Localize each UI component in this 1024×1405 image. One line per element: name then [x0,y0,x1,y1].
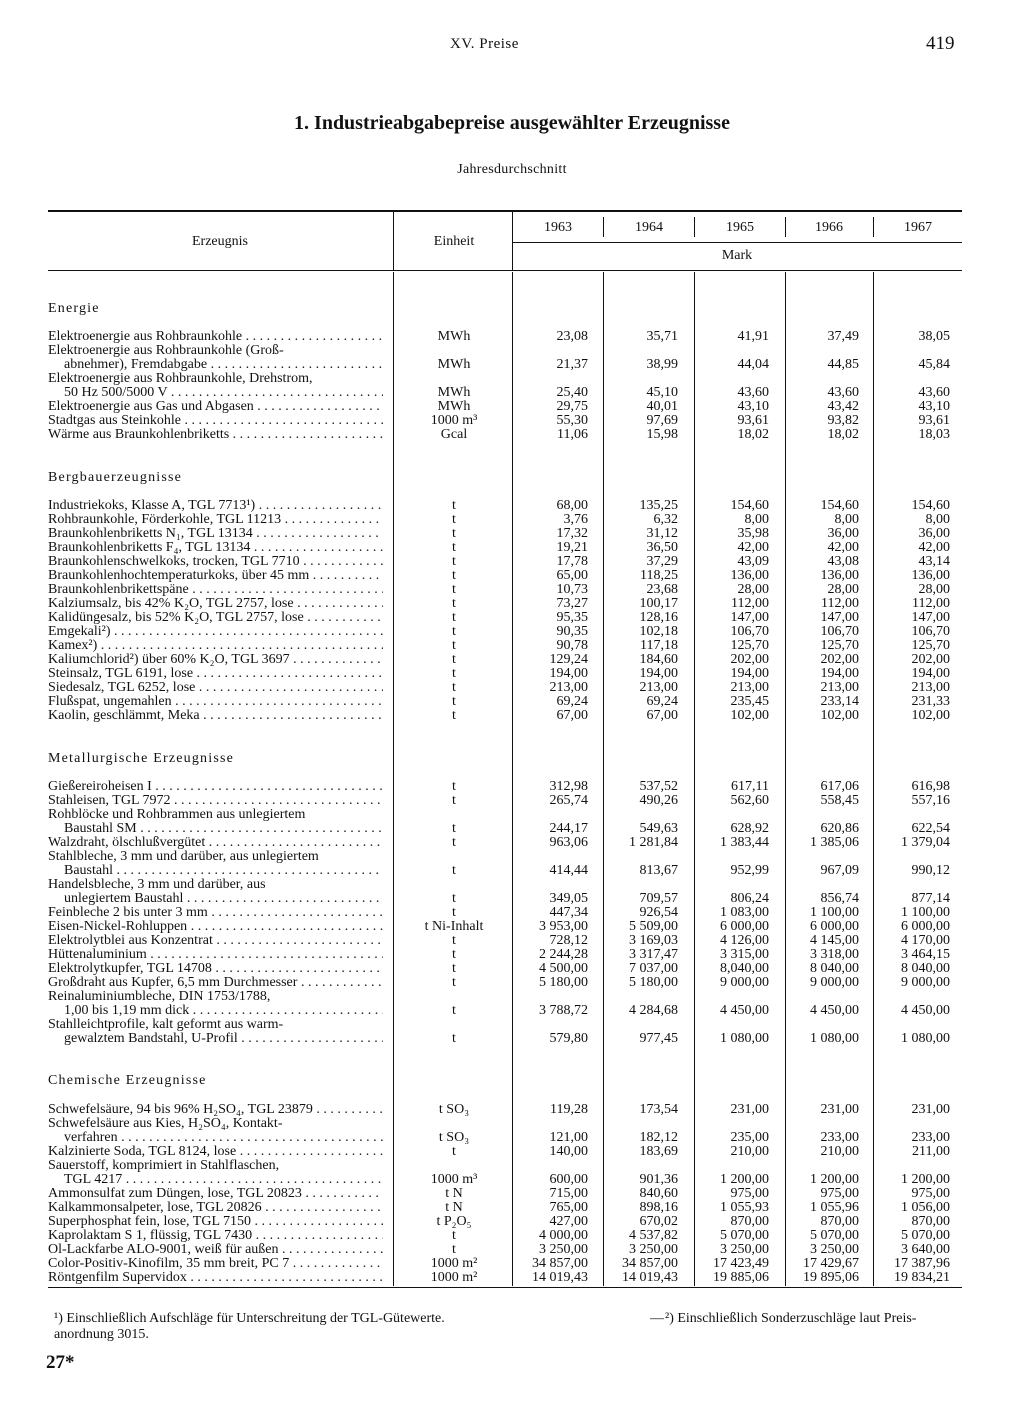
column-divider [873,217,874,237]
table-row: verfahren . . . t SO₃ 121,00 182,12 235,00 233,00 233,00 [0,1131,1024,1145]
table-row: Stahlbleche, 3 mm und darüber, aus unlegiertem [48,850,319,864]
table-row: Elektrolytblei aus Konzentrat . . . t 728,12 3 169,03 4 126,00 4 145,00 4 170,00 [0,934,1024,948]
table-row: Feinbleche 2 bis unter 3 mm . . . t 447,34 926,54 1 083,00 1 100,00 1 100,00 [0,906,1024,920]
table-row: Superphosphat fein, lose, TGL 7150 . . . t P₂O₅ 427,00 670,02 870,00 870,00 870,00 [0,1215,1024,1229]
table-row: Sauerstoff, komprimiert in Stahlflaschen, [48,1159,280,1173]
section-heading: Metallurgische Erzeugnisse [48,751,235,766]
table-row: Elektroenergie aus Rohbraunkohle (Groß- [48,344,284,358]
section-heading: Bergbauerzeugnisse [48,470,183,485]
table-row: Kaliumchlorid²) über 60% K₂O, TGL 3697 . . . t 129,24 184,60 202,00 202,00 202,00 [0,653,1024,667]
column-divider [694,217,695,237]
table-row: Kalidüngesalz, bis 52% K₂O, TGL 2757, lose . . . t 95,35 128,16 147,00 147,00 147,00 [0,611,1024,625]
table-row: 50 Hz 500/5000 V . . . MWh 25,40 45,10 43,60 43,60 43,60 [0,386,1024,400]
footnote-1: ¹) Einschließlich Aufschläge für Unterschreitung der TGL-Gütewerte. [54,1311,445,1326]
column-divider [393,212,394,270]
column-header-year: 1965 [726,220,754,235]
table-row: TGL 4217 . . . 1000 m³ 600,00 901,36 1 200,00 1 200,00 1 200,00 [0,1173,1024,1187]
table-row: Steinsalz, TGL 6191, lose . . . t 194,00 194,00 194,00 194,00 194,00 [0,667,1024,681]
table-row: unlegiertem Baustahl . . . t 349,05 709,57 806,24 856,74 877,14 [0,892,1024,906]
table-row: Baustahl . . . t 414,44 813,67 952,99 967,09 990,12 [0,864,1024,878]
table-row: Elektroenergie aus Gas und Abgasen . . . MWh 29,75 40,01 43,10 43,42 43,10 [0,400,1024,414]
table-row: Kaolin, geschlämmt, Meka . . . t 67,00 67,00 102,00 102,00 102,00 [0,709,1024,723]
table-row: Walzdraht, ölschlußvergütet . . . t 963,06 1 281,84 1 383,44 1 385,06 1 379,04 [0,836,1024,850]
table-row: Großdraht aus Kupfer, 6,5 mm Durchmesser . . . t 5 180,00 5 180,00 9 000,00 9 000,00 9 000,00 [0,976,1024,990]
page-number: 419 [926,33,955,54]
footnote-2-continuation: anordnung 3015. [54,1327,149,1342]
section-heading: Chemische Erzeugnisse [48,1073,207,1088]
table-row: Kalkammonsalpeter, lose, TGL 20826 . . . t N 765,00 898,16 1 055,93 1 055,96 1 056,00 [0,1201,1024,1215]
table-row: Kamex²) . . . t 90,78 117,18 125,70 125,70 125,70 [0,639,1024,653]
table-row: Öl-Lackfarbe ALO-9001, weiß für außen . . . t 3 250,00 3 250,00 3 250,00 3 250,00 3 640,00 [0,1243,1024,1257]
table-title: 1. Industrieabgabepreise ausgewählter Erzeugnisse [294,112,730,134]
table-row: Stahlleichtprofile, kalt geformt aus warm- [48,1018,284,1032]
running-header-section: XV. Preise [450,36,519,52]
year-row-rule [512,242,962,243]
table-subtitle: Jahresdurchschnitt [457,162,567,177]
signature-mark: 27* [46,1352,75,1373]
column-header-unit: Einheit [433,234,475,249]
column-header-year: 1967 [904,220,932,235]
table-row: Hüttenaluminium . . . t 2 244,28 3 317,47 3 315,00 3 318,00 3 464,15 [0,948,1024,962]
table-row: Gießereiroheisen I . . . t 312,98 537,52 617,11 617,06 616,98 [0,780,1024,794]
footnote-2: ²) Einschließlich Sonderzuschläge laut Preis- [665,1311,917,1326]
table-row: Kalziumsalz, bis 42% K₂O, TGL 2757, lose . . . t 73,27 100,17 112,00 112,00 112,00 [0,597,1024,611]
column-divider [785,217,786,237]
table-row: Ammonsulfat zum Düngen, lose, TGL 20823 . . . t N 715,00 840,60 975,00 975,00 975,00 [0,1187,1024,1201]
table-row: Elektroenergie aus Rohbraunkohle . . . MWh 23,08 35,71 41,91 37,49 38,05 [0,330,1024,344]
column-divider [603,217,604,237]
table-row: Emgekali²) . . . t 90,35 102,18 106,70 106,70 106,70 [0,625,1024,639]
column-header-currency: Mark [721,248,753,263]
table-row: gewalztem Bandstahl, U-Profil . . . t 579,80 977,45 1 080,00 1 080,00 1 080,00 [0,1032,1024,1046]
table-row: Braunkohlenbrikettspäne . . . t 10,73 23,68 28,00 28,00 28,00 [0,583,1024,597]
table-row: Kaprolaktam S 1, flüssig, TGL 7430 . . . t 4 000,00 4 537,82 5 070,00 5 070,00 5 070,00 [0,1229,1024,1243]
column-header-year: 1966 [815,220,843,235]
table-row: Schwefelsäure, 94 bis 96% H₂SO₄, TGL 23879 . . . t SO₃ 119,28 173,54 231,00 231,00 231,00 [0,1103,1024,1117]
table-row: Industriekoks, Klasse A, TGL 7713¹) . . . t 68,00 135,25 154,60 154,60 154,60 [0,499,1024,513]
table-row: Color-Positiv-Kinofilm, 35 mm breit, PC 7 . . . 1000 m² 34 857,00 34 857,00 17 423,49 17 429,67 17 387,96 [0,1257,1024,1271]
column-header-year: 1963 [544,220,572,235]
column-header-year: 1964 [635,220,663,235]
table-header-bottom-rule [48,270,962,271]
table-row: Elektroenergie aus Rohbraunkohle, Drehstrom, [48,372,313,386]
table-row: Handelsbleche, 3 mm und darüber, aus [48,878,266,892]
table-row: abnehmer), Fremdabgabe . . . MWh 21,37 38,99 44,04 44,85 45,84 [0,358,1024,372]
table-row: Wärme aus Braunkohlenbriketts . . . Gcal 11,06 15,98 18,02 18,02 18,03 [0,428,1024,442]
table-row: Eisen-Nickel-Rohluppen . . . t Ni-Inhalt 3 953,00 5 509,00 6 000,00 6 000,00 6 000,00 [0,920,1024,934]
table-row: Braunkohlenschwelkoks, trocken, TGL 7710 . . . t 17,78 37,29 43,09 43,08 43,14 [0,555,1024,569]
table-row: Reinaluminiumbleche, DIN 1753/1788, [48,990,271,1004]
table-row: Schwefelsäure aus Kies, H₂SO₄, Kontakt- [48,1117,283,1131]
table-row: Siedesalz, TGL 6252, lose . . . t 213,00 213,00 213,00 213,00 213,00 [0,681,1024,695]
table-bottom-rule [48,1287,962,1288]
table-row: 1,00 bis 1,19 mm dick . . . t 3 788,72 4 284,68 4 450,00 4 450,00 4 450,00 [0,1004,1024,1018]
table-row: Elektrolytkupfer, TGL 14708 . . . t 4 500,00 7 037,00 8,040,00 8 040,00 8 040,00 [0,962,1024,976]
table-row: Braunkohlenhochtemperaturkoks, über 45 mm . . . t 65,00 118,25 136,00 136,00 136,00 [0,569,1024,583]
footnote-separator: — [650,1311,664,1326]
table-row: Röntgenfilm Supervidox . . . 1000 m² 14 019,43 14 019,43 19 885,06 19 895,06 19 834,21 [0,1271,1024,1285]
table-row: Baustahl SM . . . t 244,17 549,63 628,92 620,86 622,54 [0,822,1024,836]
table-top-rule [48,210,962,212]
column-header-product: Erzeugnis [192,234,248,249]
table-row: Rohblöcke und Rohbrammen aus unlegiertem [48,808,306,822]
table-row: Rohbraunkohle, Förderkohle, TGL 11213 . . . t 3,76 6,32 8,00 8,00 8,00 [0,513,1024,527]
table-row: Stahleisen, TGL 7972 . . . t 265,74 490,26 562,60 558,45 557,16 [0,794,1024,808]
table-row: Kalzinierte Soda, TGL 8124, lose . . . t 140,00 183,69 210,00 210,00 211,00 [0,1145,1024,1159]
table-row: Stadtgas aus Steinkohle . . . 1000 m³ 55,30 97,69 93,61 93,82 93,61 [0,414,1024,428]
table-row: Braunkohlenbriketts N₁, TGL 13134 . . . t 17,32 31,12 35,98 36,00 36,00 [0,527,1024,541]
section-heading: Energie [48,301,100,316]
table-row: Braunkohlenbriketts F₄, TGL 13134 . . . t 19,21 36,50 42,00 42,00 42,00 [0,541,1024,555]
table-row: Flußspat, ungemahlen . . . t 69,24 69,24 235,45 233,14 231,33 [0,695,1024,709]
